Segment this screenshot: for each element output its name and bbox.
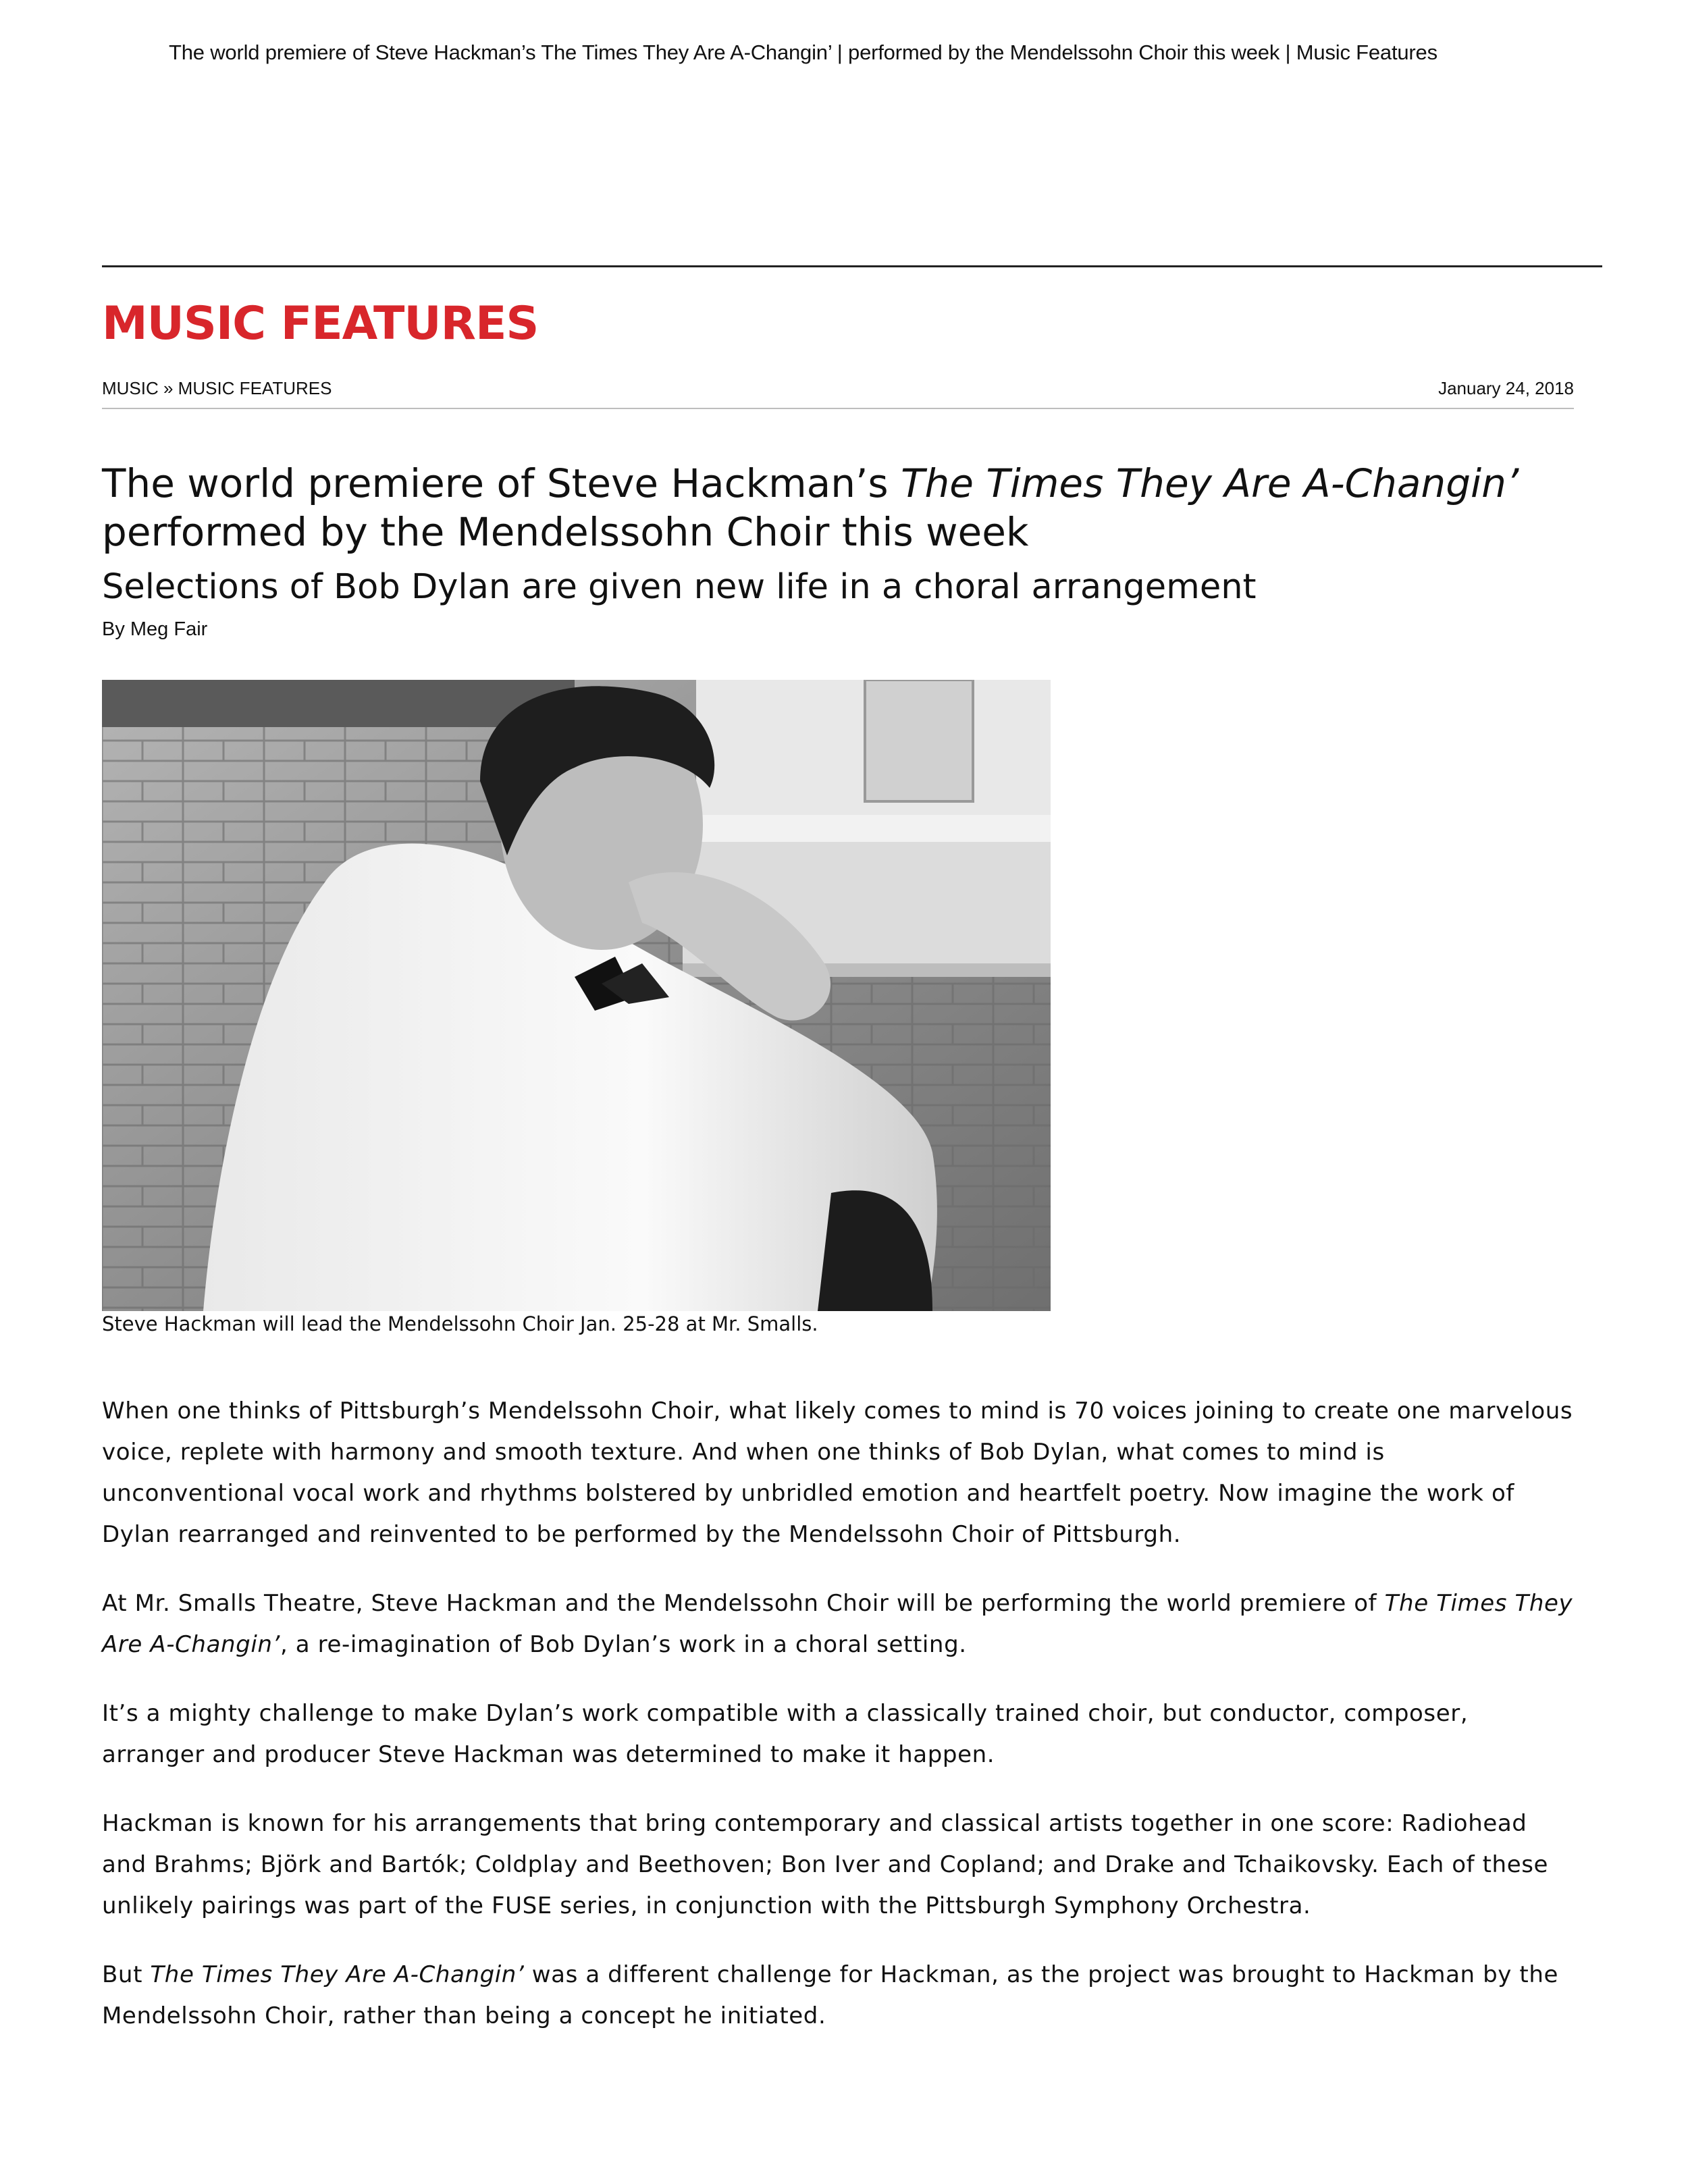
paragraph-2-text-end: , a re-imagination of Bob Dylan’s work in a choral setting. [280,1631,967,1658]
paragraph-4: Hackman is known for his arrangements that bring contemporary and classical artists together in one score: Radiohead and Brahms; Björk and Bartók; Coldplay and Beethoven; Bon Iver and Copland; and Drake and Tchaikovsky. Each of these unlikely pairings was part of the FUSE series, in conjunction with the Pittsburgh Symphony Orchestra. [102,1810,1549,1919]
header-divider [102,265,1602,267]
paragraph-2 [102,1583,1574,1666]
paragraph-5 [102,1954,1574,2037]
article-body [102,1391,1574,2065]
paragraph-2-text: At Mr. Smalls Theatre, Steve Hackman and the Mendelssohn Choir will be performing the world premiere of [102,1590,1385,1617]
section-title[interactable]: MUSIC FEATURES [102,297,539,350]
headline-text-end: performed by the Mendelssohn Choir this week [102,509,1029,555]
paragraph-5-text: But [102,1961,151,1988]
breadcrumb-bar [102,378,1574,409]
article-subhead: Selections of Bob Dylan are given new life in a choral arrangement [102,567,1257,607]
article-headline [102,459,1554,556]
headline-text: The world premiere of Steve Hackman’s [102,460,901,506]
breadcrumb[interactable]: MUSIC » MUSIC FEATURES [102,378,332,398]
window-title: The world premiere of Steve Hackman’s The Times They Are A-Changin’ | performed by the Mendelssohn Choir this week | Music Features [169,41,1438,64]
headline-title-italic: The Times They Are A-Changin’ [901,460,1519,506]
paragraph-3: It’s a mighty challenge to make Dylan’s work compatible with a classically trained choir, but conductor, composer, arranger and producer Steve Hackman was determined to make it happen. [102,1700,1469,1768]
paragraph-5-title-italic: The Times They Are A-Changin’ [150,1961,525,1988]
photo-caption: Steve Hackman will lead the Mendelssohn Choir Jan. 25-28 at Mr. Smalls. [102,1312,818,1335]
paragraph-1: When one thinks of Pittsburgh’s Mendelssohn Choir, what likely comes to mind is 70 voices joining to create one marvelous voice, replete with harmony and smooth texture. And when one thinks of Bob Dylan, what comes to mind is unconventional vocal work and rhythms bolstered by unbridled emotion and heartfelt poetry. Now imagine the work of Dylan rearranged and reinvented to be performed by the Mendelssohn Choir of Pittsburgh. [102,1397,1573,1548]
paragraph-5-text-end: was a different challenge for Hackman, as the project was brought to Hackman by the Mendelssohn Choir, rather than being a concept he initiated. [102,1961,1559,2029]
article-photo [102,680,1051,1311]
publish-date: January 24, 2018 [1438,378,1574,398]
photo-illustration [102,680,1051,1311]
byline[interactable]: By Meg Fair [102,618,208,640]
paragraph-2-title-italic: The Times They Are A-Changin’ [102,1590,1573,1658]
